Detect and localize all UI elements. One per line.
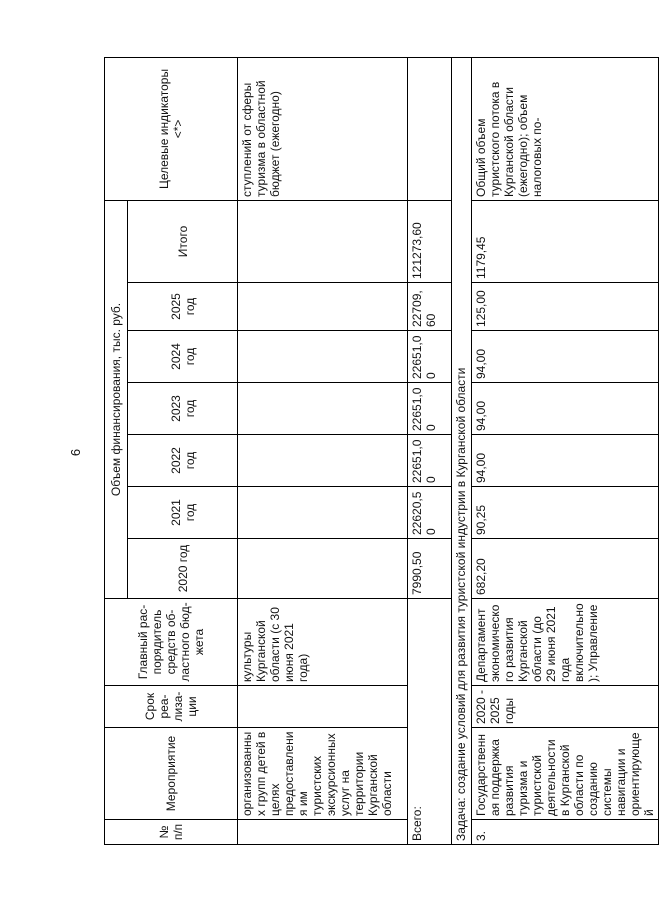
cell-total xyxy=(238,200,408,282)
row3-y2021: 90,25 xyxy=(472,487,659,539)
table-row-continued xyxy=(238,57,408,844)
total-y2020: 7990,50 xyxy=(408,539,452,599)
header-y2020: 2020 год xyxy=(128,539,238,599)
cell-indicators: ступлений от сферы туризма в областной бюджет (ежегодно) xyxy=(238,57,408,200)
row3-y2022: 94,00 xyxy=(472,435,659,487)
header-y2022: 2022 год xyxy=(128,435,238,487)
row3-indicators: Общий объем туристского потока в Курганской области (ежегодно); объем налоговых по- xyxy=(472,57,659,200)
total-y2025: 22709,60 xyxy=(408,283,452,331)
header-y2023: 2023 год xyxy=(128,383,238,435)
cell-y2024 xyxy=(238,331,408,383)
rotated-table-wrapper xyxy=(104,58,656,845)
row3-manager: Департамент экономического развития Курганской области (до 29 июня 2021 года включительно); Управление xyxy=(472,599,659,686)
table-row-task xyxy=(452,57,472,844)
total-y2021: 22620,50 xyxy=(408,487,452,539)
header-manager: Главный рас-порядитель средств об-ластного бюд-жета xyxy=(105,599,238,686)
row3-num: 3. xyxy=(472,820,659,845)
cell-term xyxy=(238,686,408,728)
row3-y2024: 94,00 xyxy=(472,331,659,383)
table-row-3 xyxy=(472,57,659,844)
total-indicators xyxy=(408,57,452,200)
total-sum: 121273,60 xyxy=(408,200,452,282)
row3-total: 1179,45 xyxy=(472,200,659,282)
cell-manager: культуры Курганской области (с 30 июня 2021 года) xyxy=(238,599,408,686)
header-y2021: 2021 год xyxy=(128,487,238,539)
total-y2024: 22651,00 xyxy=(408,331,452,383)
cell-y2022 xyxy=(238,435,408,487)
header-row-1 xyxy=(105,57,128,844)
header-term: Срок реа-лиза-ции xyxy=(105,686,238,728)
total-y2022: 22651,00 xyxy=(408,435,452,487)
financing-table xyxy=(104,57,659,845)
table-row-total xyxy=(408,57,452,844)
cell-y2020 xyxy=(238,539,408,599)
row3-term: 2020 - 2025 годы xyxy=(472,686,659,728)
cell-y2025 xyxy=(238,283,408,331)
cell-y2023 xyxy=(238,383,408,435)
cell-y2021 xyxy=(238,487,408,539)
header-y2024: 2024 год xyxy=(128,331,238,383)
row3-measure: Государственная поддержка развития туризма и туристской деятельности в Курганской области по созданию системы навигации и ориентирующей xyxy=(472,728,659,820)
header-financing: Объем финансирования, тыс. руб. xyxy=(105,200,128,598)
page-number: 6 xyxy=(68,448,84,457)
total-y2023: 22651,00 xyxy=(408,383,452,435)
cell-num xyxy=(238,820,408,845)
header-num: № п/п xyxy=(105,820,238,845)
header-measure: Мероприятие xyxy=(105,728,238,820)
row3-y2023: 94,00 xyxy=(472,383,659,435)
cell-measure: организованных групп детей в целях предоставления им туристских экскурсионных услуг на территории Курганской области xyxy=(238,728,408,820)
total-label: Всего: xyxy=(408,599,452,845)
task-title: Задача: создание условий для развития туристской индустрии в Курганской области xyxy=(452,57,472,844)
header-total: Итого xyxy=(128,200,238,282)
row3-y2025: 125,00 xyxy=(472,283,659,331)
header-indicators: Целевые индикаторы <*> xyxy=(105,57,238,200)
row3-y2020: 682,20 xyxy=(472,539,659,599)
header-y2025: 2025 год xyxy=(128,283,238,331)
